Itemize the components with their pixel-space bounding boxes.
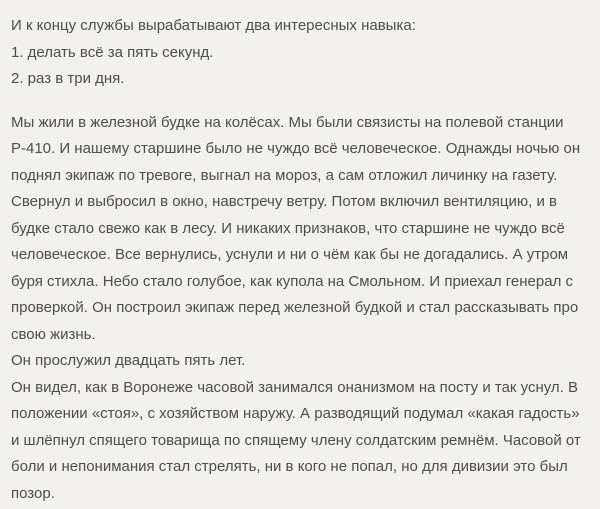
list-item-1: 1. делать всё за пять секунд. <box>11 43 214 61</box>
intro-line: И к концу службы вырабатывают два интересных навыка: <box>11 17 416 34</box>
story-paragraph: Мы жили в железной будке на колёсах. Мы были связисты на полевой станции Р-410. И нашему старшине было не чуждо всё человеческое. Однажды ночью он поднял экипаж по тревоге, выгнал на мороз, а сам отложил личинку на газету. Свернул и выбросил в окно, навстречу ветру. Потом включил вентиляцию, и в будке стало свежо как в лесу. И никаких признаков, что старшине не чуждо всё человеческое. Все вернулись, уснули и ни о чём как бы не догадались. А утром буря стихла. Небо стало голубое, как купола на Смольном. И приехал генерал с проверкой. Он построил экипаж перед железной будкой и стал рассказывать про свою жизнь. <box>11 113 581 343</box>
final-paragraph: Он видел, как в Воронеже часовой занимался онанизмом на посту и так уснул. В положении «стоя», с хозяйством наружу. А разводящий подумал «какая гадость» и шлёпнул спящего товарища по спящему члену солдатским ремнём. Часовой от боли и непонимания стал стрелять, ни в кого не попал, но для дивизии это был позор. <box>11 378 581 502</box>
list-item-2: 2. раз в три дня. <box>11 70 125 87</box>
service-line: Он прослужил двадцать пять лет. <box>11 352 246 369</box>
